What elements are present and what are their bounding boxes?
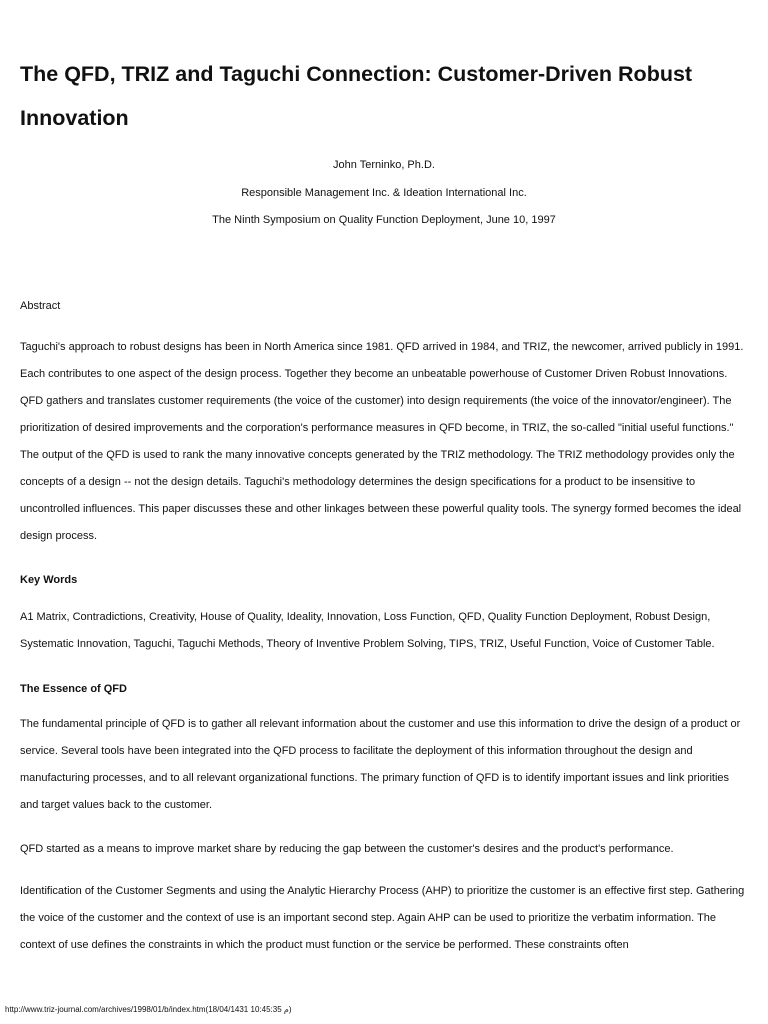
affiliation-line: Responsible Management Inc. & Ideation International Inc. (241, 187, 527, 199)
abstract-heading: Abstract (20, 300, 61, 312)
footer-url-link[interactable]: http://www.triz-journal.com/archives/1998/01/b/index.htm (5, 1005, 206, 1014)
keywords-heading: Key Words (20, 574, 78, 586)
keywords-paragraph: A1 Matrix, Contradictions, Creativity, House of Quality, Ideality, Innovation, Loss Function, QFD, Quality Function Deployment, Robust Design, Systematic Innovation, Taguchi, Taguchi Methods, Theory of Inventive Problem Solving, TIPS, TRIZ, Useful Function, Voice of Customer Table. (20, 611, 715, 650)
essence-paragraph-1: The fundamental principle of QFD is to gather all relevant information about the customer and use this information to drive the design of a product or service. Several tools have been integrated into the QFD process to facilitate the deployment of this information throughout the design and manufacturing processes, and to all relevant organizational functions. The primary function of QFD is to identify important issues and link priorities and target values back to the customer. (20, 718, 741, 811)
abstract-paragraph: Taguchi's approach to robust designs has been in North America since 1981. QFD arrived in 1984, and TRIZ, the newcomer, arrived publicly in 1991. Each contributes to one aspect of the design process. Together they become an unbeatable powerhouse of Customer Driven Robust Innovations. QFD gathers and translates customer requirements (the voice of the customer) into design requirements (the voice of the innovator/engineer). The prioritization of desired improvements and the corporation's performance measures in QFD become, in TRIZ, the so-called "initial useful functions." The output of the QFD is used to rank the many innovative concepts generated by the TRIZ methodology. The TRIZ methodology provides only the concepts of a design -- not the design details. Taguchi's methodology determines the design specifications for a product to be insensitive to uncontrolled influences. This paper discusses these and other linkages between these powerful quality tools. The synergy formed becomes the ideal design process. (20, 341, 744, 542)
footer-timestamp: (م 10:45:35 18/04/1431) (205, 1005, 292, 1014)
venue-line: The Ninth Symposium on Quality Function Deployment, June 10, 1997 (212, 214, 556, 226)
page-footer (5, 1005, 292, 1015)
essence-heading: The Essence of QFD (20, 683, 127, 695)
essence-paragraph-2: QFD started as a means to improve market share by reducing the gap between the customer's desires and the product's performance. (20, 843, 674, 855)
essence-paragraph-3: Identification of the Customer Segments and using the Analytic Hierarchy Process (AHP) to prioritize the customer is an effective first step. Gathering the voice of the customer and the context of use is an important second step. Again AHP can be used to prioritize the verbatim information. The context of use defines the constraints in which the product must function or the service be performed. These constraints often (20, 885, 745, 951)
author-line: John Terninko, Ph.D. (333, 159, 435, 171)
document-title: The QFD, TRIZ and Taguchi Connection: Customer-Driven Robust Innovation (20, 62, 693, 130)
